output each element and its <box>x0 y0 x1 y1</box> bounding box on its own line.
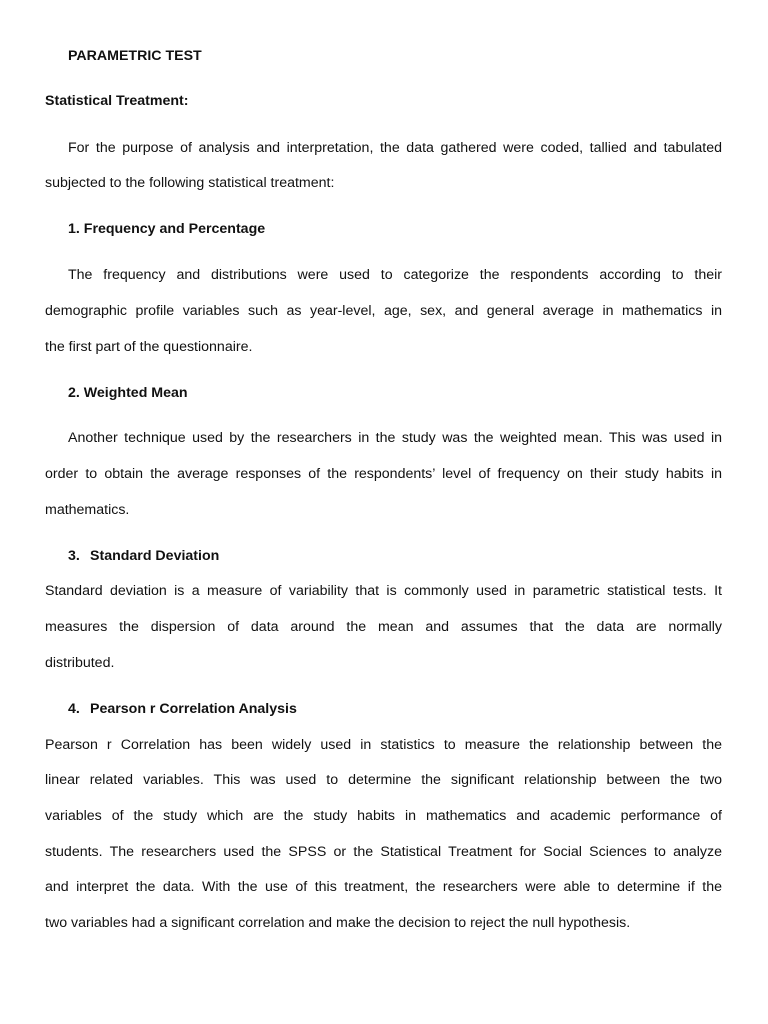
heading-number: 3. <box>68 548 80 564</box>
paragraph-line: and interpret the data. With the use of this treatment, the researchers were able to determine if the <box>45 879 722 895</box>
section-heading: Statistical Treatment: <box>45 93 189 109</box>
heading-frequency-percentage: 1. Frequency and Percentage <box>68 221 266 237</box>
paragraph-line: Another technique used by the researchers in the study was the weighted mean. This was used in <box>68 430 722 446</box>
paragraph-line: mathematics. <box>45 502 130 518</box>
heading-text: Pearson r Correlation Analysis <box>90 701 297 717</box>
paragraph-line: demographic profile variables such as year-level, age, sex, and general average in mathematics in <box>45 303 722 319</box>
paragraph-line: Standard deviation is a measure of variability that is commonly used in parametric statistical tests. It <box>45 583 722 599</box>
paragraph-line: order to obtain the average responses of the respondents’ level of frequency on their study habits in <box>45 466 722 482</box>
document-title: PARAMETRIC TEST <box>68 48 202 64</box>
heading-number: 4. <box>68 701 80 717</box>
paragraph-line: the first part of the questionnaire. <box>45 339 253 355</box>
heading-text: Standard Deviation <box>90 548 220 564</box>
intro-line-1: For the purpose of analysis and interpretation, the data gathered were coded, tallied and tabulated <box>68 140 722 156</box>
paragraph-line: measures the dispersion of data around the mean and assumes that the data are normally <box>45 619 722 635</box>
paragraph-line: distributed. <box>45 655 115 671</box>
heading-pearson-correlation <box>68 699 722 719</box>
paragraph-line: two variables had a significant correlation and make the decision to reject the null hypothesis. <box>45 915 631 931</box>
heading-weighted-mean: 2. Weighted Mean <box>68 385 188 401</box>
intro-line-2: subjected to the following statistical treatment: <box>45 175 335 191</box>
paragraph-line: The frequency and distributions were used to categorize the respondents according to their <box>68 267 722 283</box>
paragraph-line: students. The researchers used the SPSS or the Statistical Treatment for Social Sciences to analyze <box>45 844 722 860</box>
paragraph-line: Pearson r Correlation has been widely used in statistics to measure the relationship between the <box>45 737 722 753</box>
paragraph-line: variables of the study which are the study habits in mathematics and academic performance of <box>45 808 722 824</box>
paragraph-line: linear related variables. This was used to determine the significant relationship between the two <box>45 772 722 788</box>
heading-standard-deviation <box>68 546 722 566</box>
